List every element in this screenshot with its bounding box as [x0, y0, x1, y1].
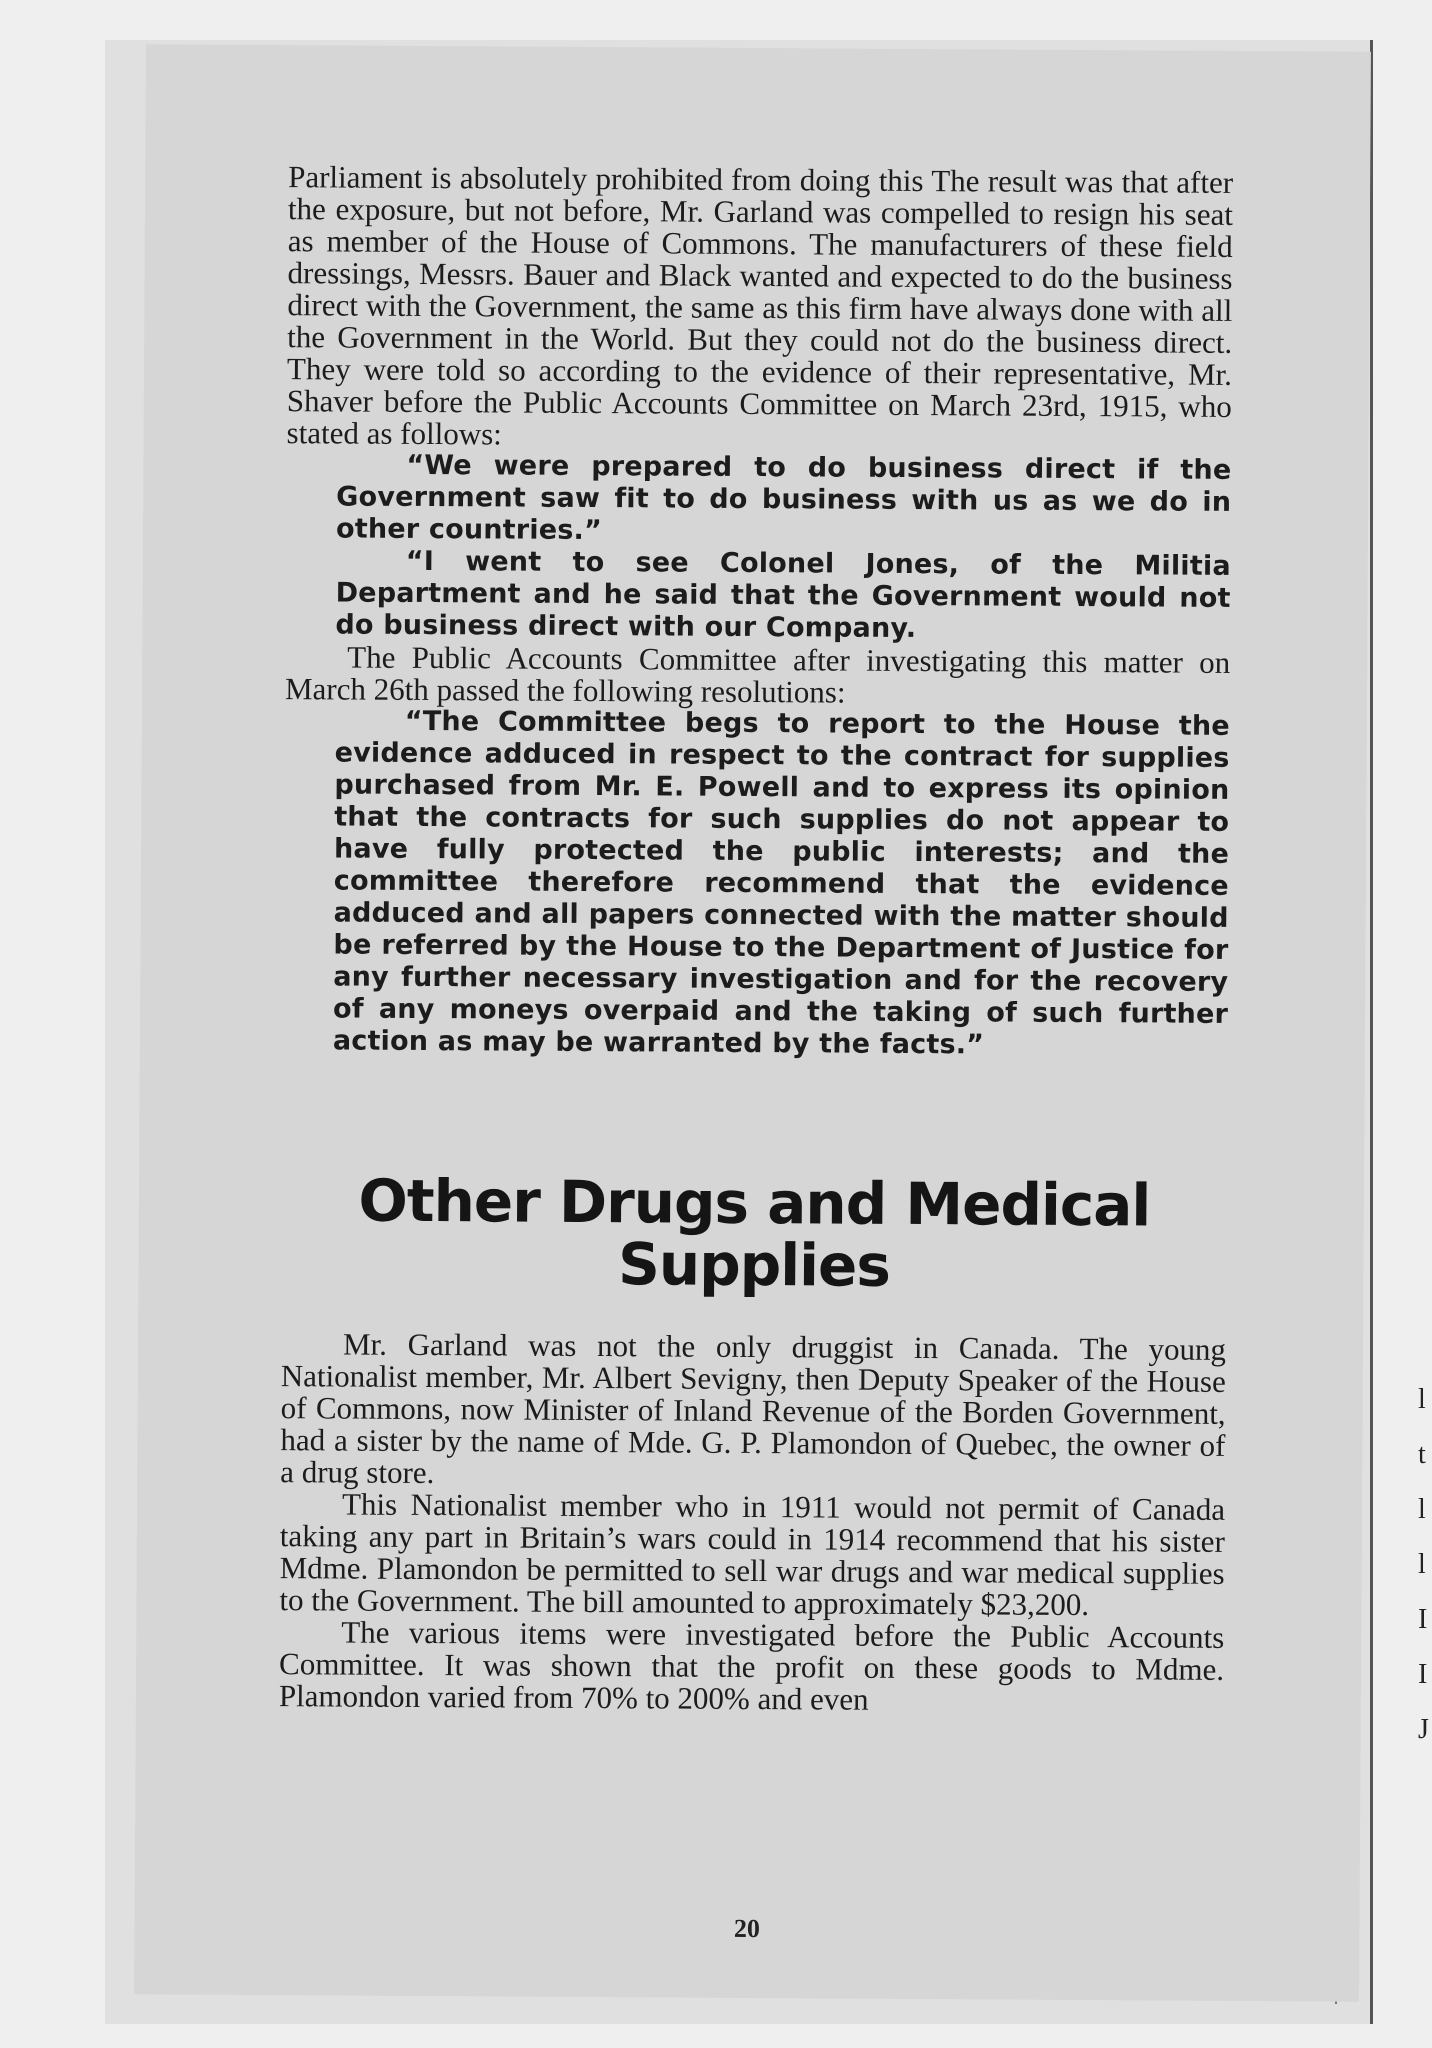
- nationalist-paragraph: This Nationalist member who in 1911 would not permit of Canada taking any part in Britain’s wars could in 1914 recommend that his sister Mdme. Plamondon be permitted to sell war drugs and war medical supplies to the Government. The bill amounted to approximately $23,200.: [279, 1486, 1226, 1623]
- edge-glyph: l: [1418, 1549, 1426, 1580]
- edge-glyph: t: [1418, 1439, 1426, 1470]
- edge-glyph: l: [1418, 1384, 1426, 1415]
- quote-shaver: “We were prepared to do business direct if the Government saw fit to do business with us as we do in other countries.”: [335, 449, 1232, 547]
- heading-line-2: Supplies: [617, 1230, 891, 1300]
- items-paragraph: The various items were investigated before the Public Accounts Committee. It was shown that the profit on these goods to Mdme. Plamondon varied from 70% to 200% and even: [278, 1614, 1225, 1717]
- committee-resolution-quote: “The Committee begs to report to the House the evidence adduced in respect to the contract for supplies purchased from Mr. E. Powell and to express its opinion that the contracts for such supplies do not appear to have fully protected the public interests; and the committee therefore recommend that the evidence adduced and all papers connected with the matter should be referred by the House to the Department of Justice for any further necessary investigation and for the recovery of any moneys overpaid and the taking of such further action as may be warranted by the facts.”: [332, 705, 1230, 1061]
- edge-glyph: l: [1418, 1494, 1426, 1525]
- adjacent-page-edge: [1418, 1372, 1430, 1757]
- heading-line-1: Other Drugs and Medical: [358, 1166, 1151, 1240]
- page-number: 20: [733, 1913, 761, 1944]
- garland-paragraph: Mr. Garland was not the only druggist in Canada. The young Nationalist member, Mr. Albert Sevigny, then Deputy Speaker of the House of Commons, now Minister of Inland Revenue of the Borden Government, had a sister by the name of Mde. G. P. Plamondon of Quebec, the owner of a drug store.: [280, 1326, 1227, 1491]
- bottom-text-block: [279, 1328, 1226, 1718]
- section-heading: [281, 1166, 1227, 1300]
- edge-glyph: I: [1418, 1659, 1428, 1690]
- quote-jones: “I went to see Colonel Jones, of the Militia Department and he said that the Government would not do business direct with our Company.: [335, 545, 1231, 644]
- committee-paragraph: The Public Accounts Committee after investigating this matter on March 26th passed the following resolutions:: [284, 639, 1231, 710]
- top-paragraph: Parliament is absolutely prohibited from doing this The result was that after the exposure, but not before, Mr. Garland was compelled to resign his seat as member of the House of Commons. The manufacturers of these field dressings, Messrs. Bauer and Black wanted and expected to do the business direct with the Government, the same as this firm have always done with all the Government in the World. But they could not do the business direct. They were told so according to the evidence of their representative, Mr. Shaver before the Public Accounts Committee on March 23rd, 1915, who stated as follows:: [286, 159, 1234, 452]
- book-page: [134, 44, 1371, 2001]
- top-text-block: [283, 161, 1233, 1063]
- edge-glyph: I: [1418, 1604, 1428, 1635]
- edge-glyph: J: [1418, 1714, 1429, 1745]
